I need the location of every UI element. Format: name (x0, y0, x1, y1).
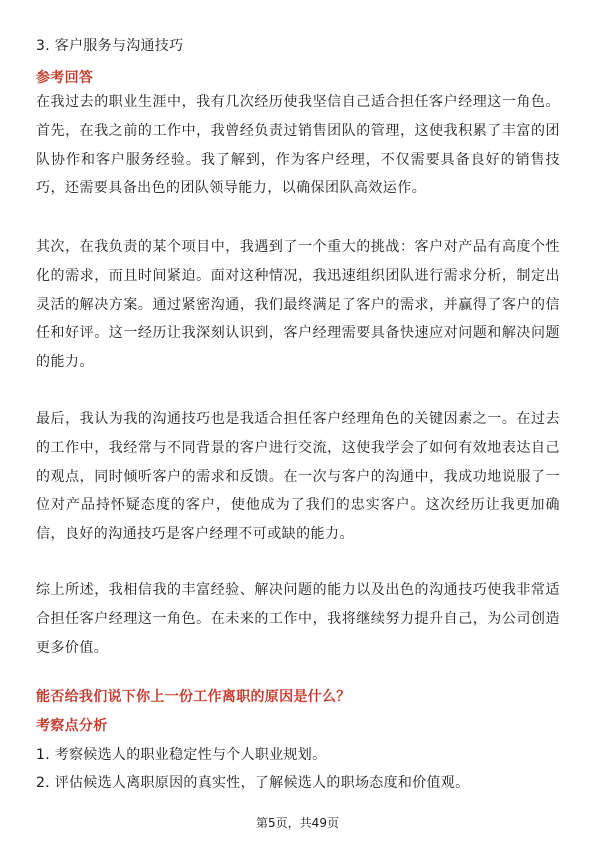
answer-label: 参考回答 (36, 70, 94, 86)
page-footer: 第5页，共49页 (256, 816, 339, 830)
answer-paragraph-3: 最后，我认为我的沟通技巧也是我适合担任客户经理角色的关键因素之一。在过去的工作中，我经常与不同背景的客户进行交流，这使我学会了如何有效地表达自己的观点，同时倾听客户的需求和反馈。在一次与客户的沟通中，我成功地说服了一位对产品持怀疑态度的客户，使他成为了我们的忠实客户。这次经历让我更加确信，良好的沟通技巧是客户经理不可或缺的能力。 (36, 411, 560, 543)
answer-paragraph-1: 在我过去的职业生涯中，我有几次经历使我坚信自己适合担任客户经理这一角色。首先，在我之前的工作中，我曾经负责过销售团队的管理，这使我积累了丰富的团队协作和客户服务经验。我了解到，作为客户经理，不仅需要具备良好的销售技巧，还需要具备出色的团队领导能力，以确保团队高效运作。 (36, 94, 560, 197)
analysis-item-2: 2. 评估候选人离职原因的真实性，了解候选人的职场态度和价值观。 (36, 775, 470, 791)
analysis-label: 考察点分析 (36, 718, 108, 734)
answer-paragraph-4: 综上所述，我相信我的丰富经验、解决问题的能力以及出色的沟通技巧使我非常适合担任客户经理这一角色。在未来的工作中，我将继续努力提升自己，为公司创造更多价值。 (36, 582, 560, 656)
section-title: 3. 客户服务与沟通技巧 (36, 38, 184, 54)
question-heading: 能否给我们说下你上一份工作离职的原因是什么？ (36, 689, 351, 705)
answer-paragraph-2: 其次，在我负责的某个项目中，我遇到了一个重大的挑战：客户对产品有高度个性化的需求，而且时间紧迫。面对这种情况，我迅速组织团队进行需求分析，制定出灵活的解决方案。通过紧密沟通，我们最终满足了客户的需求，并赢得了客户的信任和好评。这一经历让我深刻认识到，客户经理需要具备快速应对问题和解决问题的能力。 (36, 239, 560, 371)
analysis-item-1: 1. 考察候选人的职业稳定性与个人职业规划。 (36, 747, 327, 763)
